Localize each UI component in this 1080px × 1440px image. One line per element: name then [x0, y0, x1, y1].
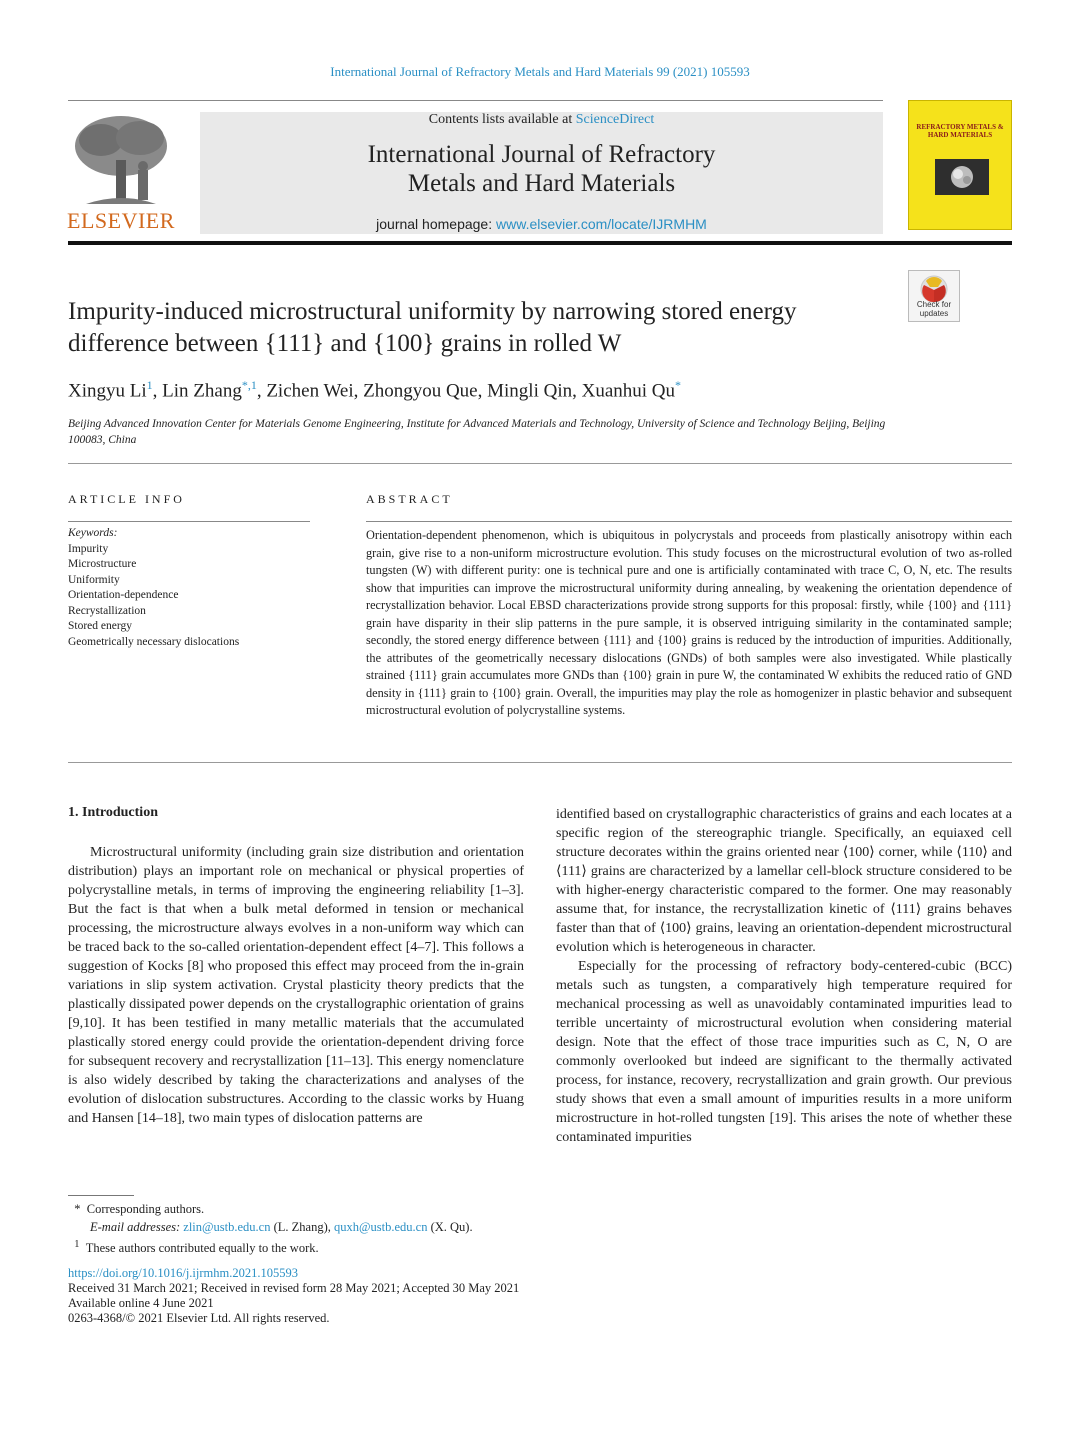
section-heading-introduction: 1. Introduction — [68, 805, 158, 820]
abstract-heading: ABSTRACT — [366, 492, 453, 506]
author-name[interactable]: Xuanhui Qu — [581, 380, 676, 402]
author-name[interactable]: Xingyu Li — [68, 380, 147, 402]
author-affiliation: Beijing Advanced Innovation Center for Materials Genome Engineering, Institute for Advanced Materials and Technology, University of Science and Technology Beijing, Beijing 100083, China — [68, 418, 886, 446]
footnotes — [68, 1200, 768, 1257]
footnote-text: Corresponding authors. — [86, 1202, 205, 1216]
journal-name-line-1: International Journal of Refractory — [367, 141, 716, 168]
keyword: Uniformity — [68, 573, 120, 586]
author-name[interactable]: Zhongyou Que — [363, 380, 478, 402]
body-column-left — [68, 843, 524, 1128]
email-owner: (L. Zhang), — [270, 1220, 335, 1234]
elsevier-tree-icon — [66, 112, 176, 210]
crossmark-label: Check for updates — [916, 300, 952, 318]
author-name[interactable]: Mingli Qin — [487, 380, 573, 402]
article-info-heading: ARTICLE INFO — [68, 492, 185, 506]
footnote-mark: * — [74, 1202, 81, 1216]
abstract-text: Orientation-dependent phenomenon, which is ubiquitous in polycrystals and proceeds from plastically anisotropy within each grain, give rise to a non-uniform microstructure evolution. This study focuses on the microstructural evolution of two as-rolled tungsten (W) with different purity: one is technical pure and one is artificially contaminated with trace C, O, N, etc. The results show that impurities can improve the microstructural uniformity during annealing, by weakening the orientation dependence of recrystallization behavior. Local EBSD characterizations provide strong supports for this proposal: firstly, while {100} and {111} grain have disparity in their slip patterns in the pure sample, it is observed intriguing similarity in the contaminated sample; secondly, the stored energy difference between {111} and {100} grains is reduced by the introduction of impurities. Additionally, the attributes of the geometrically necessary dislocations (GNDs) of both samples were also investigated. While plastically strained {111} grain accumulates more GNDs than {100} grain in pure W, the contaminated W exhibits the reduced ratio of GND density in {111} grain to {100} grain. Overall, the impurities may play the role as homogenizer in plastic behavior and subsequent microstructural evolution of polycrystalline systems. — [366, 528, 1012, 717]
keyword: Orientation-dependence — [68, 589, 179, 601]
footnote-rule — [68, 1195, 134, 1196]
keyword: Recrystallization — [68, 604, 146, 617]
contents-prefix: Contents lists available at — [428, 112, 576, 127]
journal-cover-thumbnail[interactable] — [908, 100, 1012, 230]
body-column-right — [556, 805, 1012, 1147]
body-paragraph: Especially for the processing of refractory body-centered-cubic (BCC) metals such as tungsten, a comparatively high temperature required for mechanical processing as well as unavoidably contaminated impurities lead to terrible uncertainty of microstructural evolution when considering material design. Note that the effect of those trace impurities such as C, N, O are commonly overlooked but indeed are significant to the thermally activated process, for instance, recovery, recrystallization and grain growth. Our previous study shows that even a small amount of impurities results in a more uniform microstructure in hot-rolled tungsten [19]. This arises the note of whether these contaminated impurities — [556, 959, 1012, 1145]
journal-homepage-link[interactable]: www.elsevier.com/locate/IJRMHM — [496, 216, 707, 232]
copyright-notice: 0263-4368/© 2021 Elsevier Ltd. All rights reserved. — [68, 1311, 330, 1325]
check-for-updates-badge[interactable] — [908, 270, 960, 322]
journal-homepage — [200, 216, 883, 232]
journal-name — [200, 140, 883, 198]
author-affiliation-mark[interactable]: * — [675, 378, 682, 392]
footnote-text: These authors contributed equally to the work. — [85, 1241, 319, 1256]
keywords-list — [68, 526, 328, 650]
keyword: Impurity — [68, 542, 109, 555]
article-title: Impurity-induced microstructural uniformity by narrowing stored energy difference between {111} and {100} grains in rolled W — [68, 298, 797, 357]
footnote-emails — [68, 1218, 768, 1236]
cover-title: REFRACTORY METALS & HARD MATERIALS — [916, 123, 1004, 139]
footnote-corresponding — [68, 1200, 768, 1218]
footnote-equal-contribution — [68, 1236, 768, 1257]
keyword: Microstructure — [68, 558, 137, 570]
footnote-mark: 1 — [74, 1239, 80, 1250]
divider — [366, 521, 1012, 522]
journal-citation-link[interactable]: International Journal of Refractory Metals and Hard Materials 99 (2021) 105593 — [330, 64, 750, 79]
publication-history: Received 31 March 2021; Received in revised form 28 May 2021; Accepted 30 May 2021 — [68, 1281, 520, 1295]
email-link[interactable]: quxh@ustb.edu.cn — [334, 1220, 428, 1234]
body-paragraph: identified based on crystallographic characteristics of grains and each locates at a specific region of the stereographic triangle. Specifically, an equiaxed cell structure decorates within the grains oriented near ⟨100⟩ corner, while ⟨110⟩ and ⟨111⟩ grains are characterized by a lamellar cell-block structure considered to be with higher-energy characteristic compared to the former. One may reasonably assume that, for instance, the recrystallization kinetic of ⟨111⟩ grains behaves faster than that of ⟨100⟩ grains, leaving an orientation-dependent microstructural evolution which is heterogeneous in character. — [556, 807, 1012, 955]
author-affiliation-mark[interactable]: *,1 — [241, 378, 257, 392]
email-link[interactable]: zlin@ustb.edu.cn — [183, 1220, 271, 1234]
author-affiliation-mark[interactable]: 1 — [146, 378, 153, 392]
homepage-prefix: journal homepage: — [376, 216, 497, 232]
divider — [68, 762, 1012, 763]
sciencedirect-link[interactable]: ScienceDirect — [575, 112, 655, 127]
doi-link[interactable]: https://doi.org/10.1016/j.ijrmhm.2021.105593 — [68, 1266, 298, 1280]
email-owner: (X. Qu). — [427, 1220, 473, 1234]
email-label: E-mail addresses: — [90, 1220, 184, 1234]
cover-image — [935, 159, 989, 195]
publication-available: Available online 4 June 2021 — [68, 1296, 214, 1310]
keyword: Stored energy — [68, 620, 132, 632]
contents-availability — [200, 112, 883, 128]
keywords-label: Keywords: — [68, 527, 118, 539]
journal-name-line-2: Metals and Hard Materials — [407, 170, 676, 197]
header-top-rule — [68, 100, 883, 101]
author-name[interactable]: Zichen Wei — [266, 380, 354, 402]
author-name[interactable]: Lin Zhang — [162, 380, 242, 402]
journal-header-band — [200, 112, 883, 234]
header-heavy-rule — [68, 241, 1012, 245]
divider — [68, 521, 310, 522]
body-paragraph: Microstructural uniformity (including grain size distribution and orientation distribution) plays an important role on mechanical or physical properties of polycrystalline metals, in terms of improving the engineering reliability [1–3]. But the fact is that when a bulk metal deformed in tension or mechanical processing, the microstructure always evolves in a non-uniform way which can be traced back to the so-called orientation-dependent effect [4–7]. This follows a suggestion of Kocks [8] who proposed this effect may proceed from the in-grain variations in slip system activation. Crystal plasticity theory predicts that the plastically dissipated power depends on the crystallographic orientation of grains [9,10]. It has been testified in many metallic materials that the accumulated plastically stored energy could provide the orientation-dependent driving force for subsequent recovery and recrystallization [11–13]. This energy nomenclature is also widely described by taking the characterizations and analyses of the evolution of dislocation substructures. According to the classic works by Huang and Hansen [14–18], two main types of dislocation patterns are — [68, 845, 524, 1126]
author-list: Xingyu Li$^1$, Lin Zhang$^{*,1}$, Zichen Wei, Zhongyou Que, Mingli Qin, Xuanhui Qu* — [68, 378, 682, 402]
elsevier-logo — [66, 112, 176, 234]
cover-micrograph-icon — [935, 159, 989, 195]
keyword: Geometrically necessary dislocations — [68, 635, 240, 648]
divider — [68, 463, 1012, 464]
publisher-name: ELSEVIER — [67, 208, 175, 233]
publication-info — [68, 1266, 768, 1326]
